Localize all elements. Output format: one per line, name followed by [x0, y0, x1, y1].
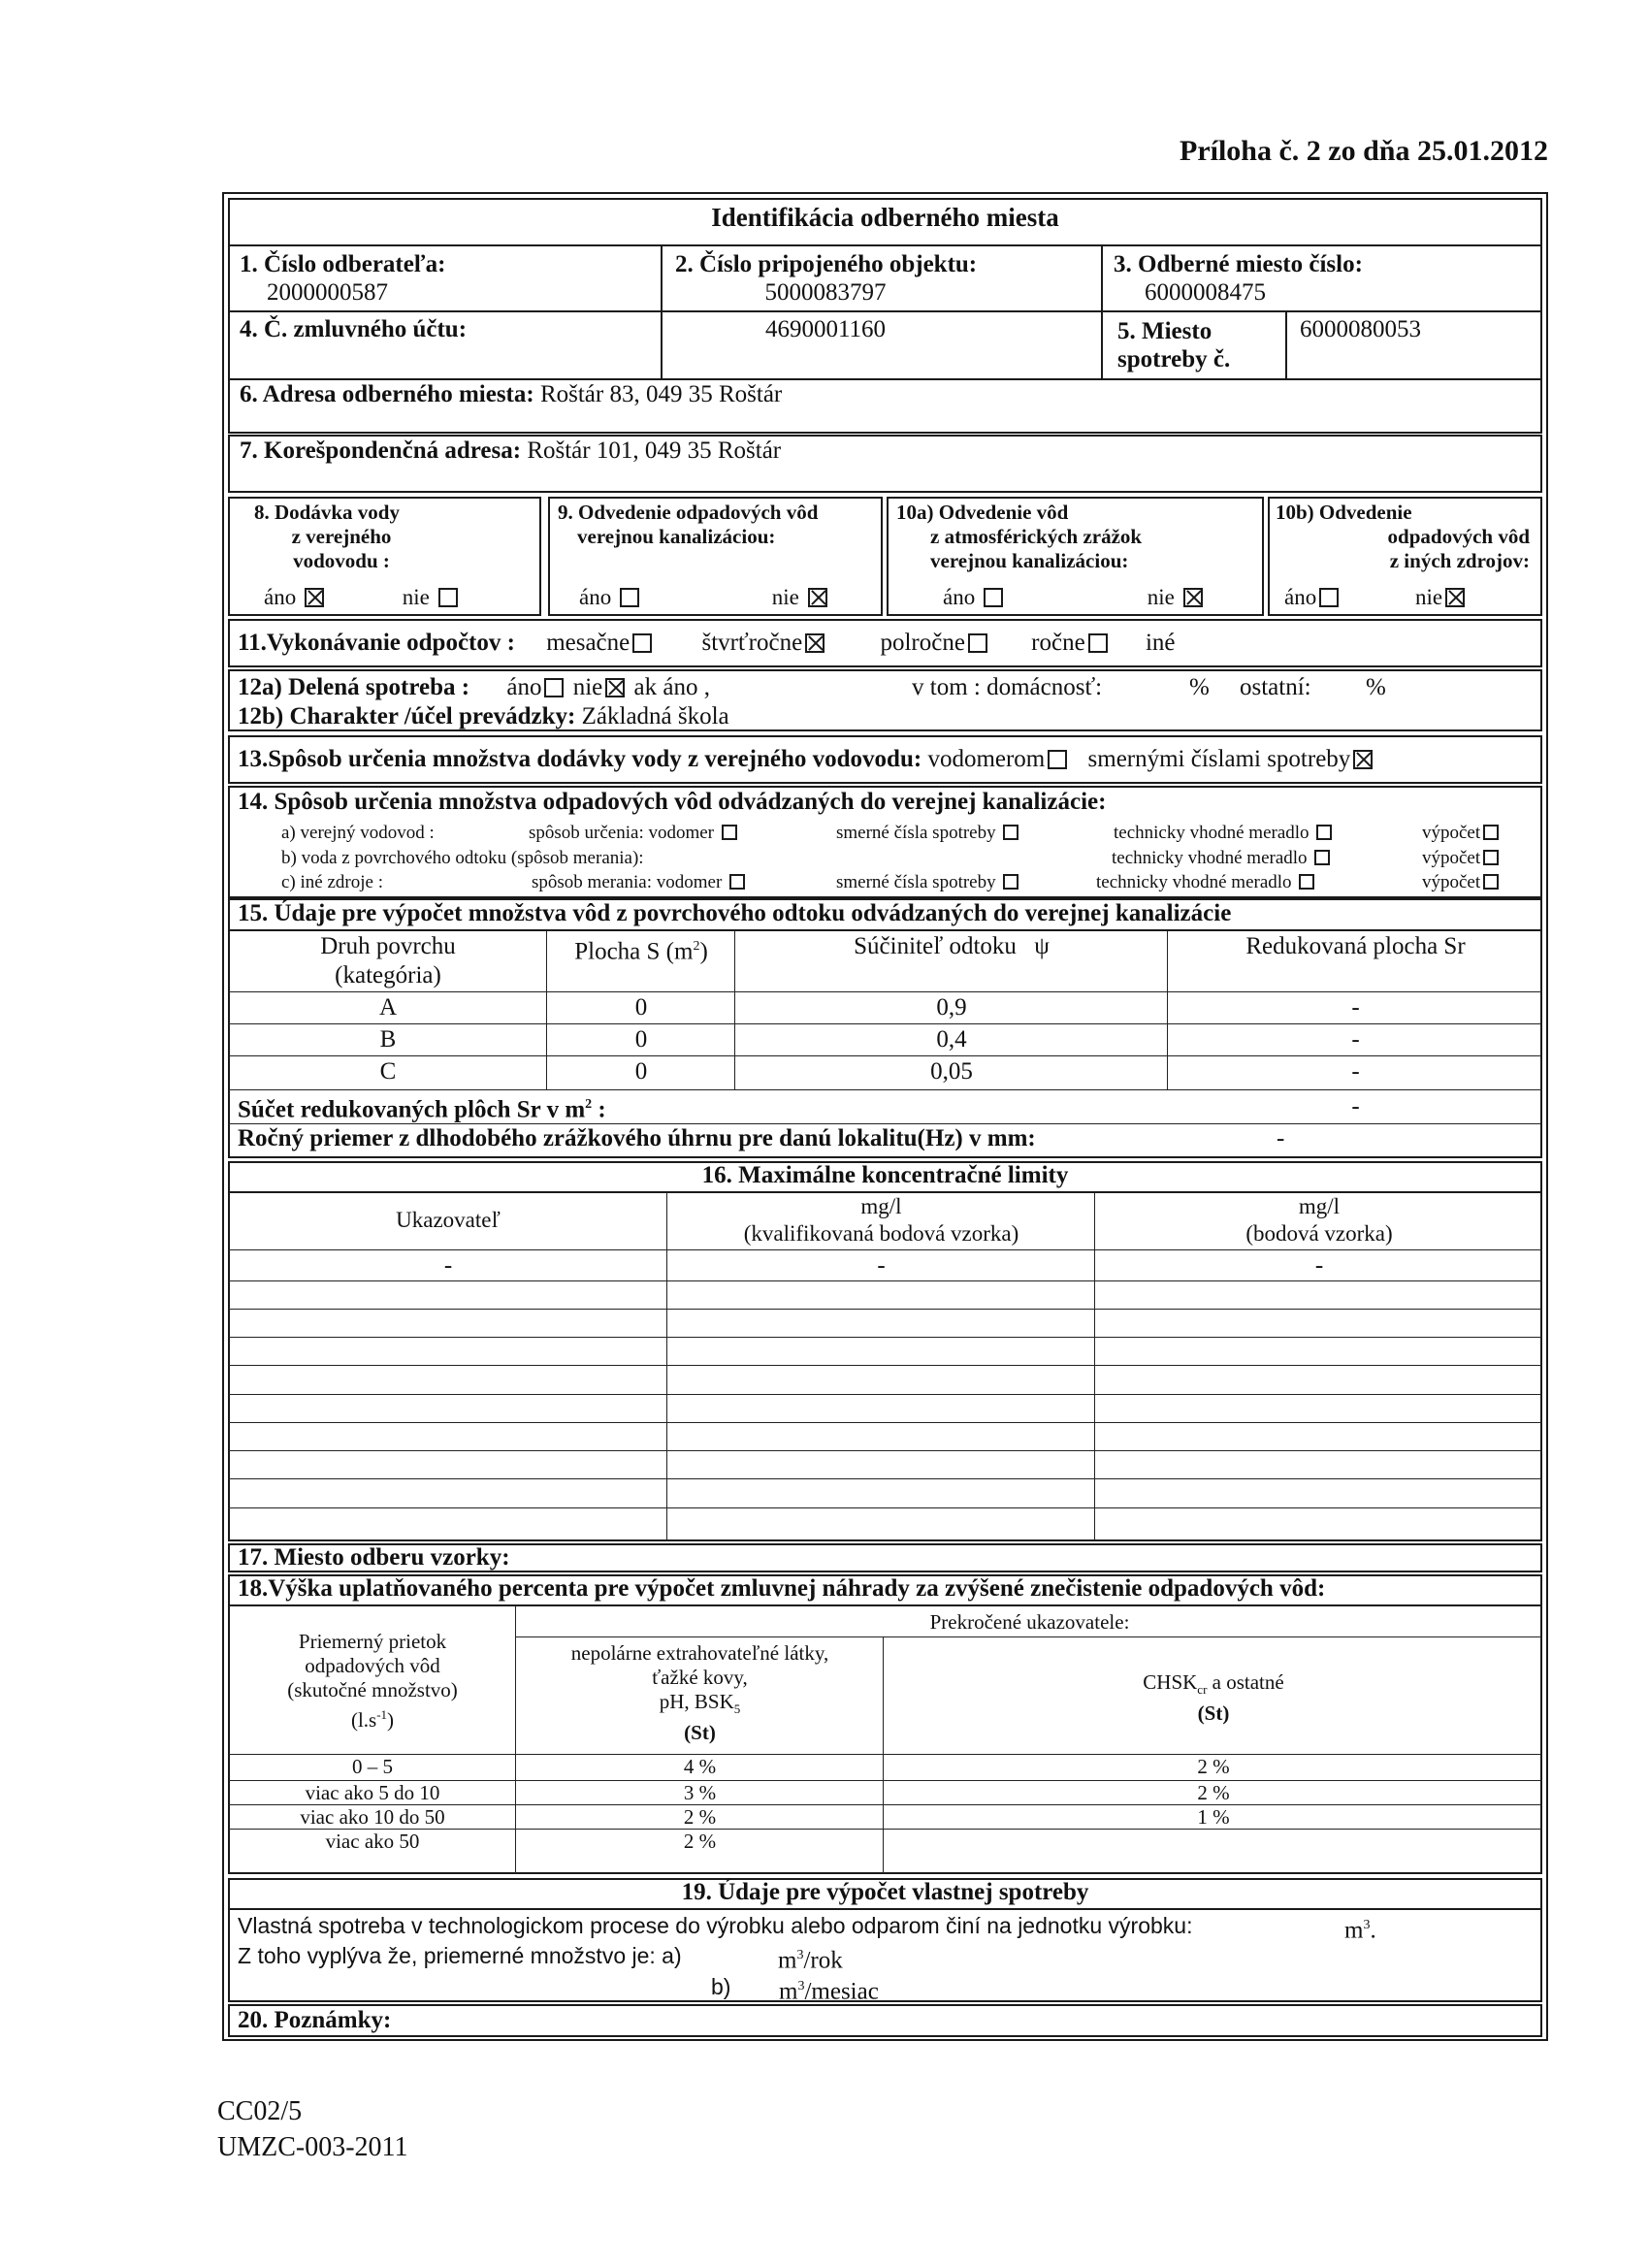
customer-number-value: 2000000587	[267, 279, 388, 306]
limits-grid-line	[228, 1337, 1542, 1338]
rainwater-yes-checkbox[interactable]	[984, 588, 1003, 607]
limits-grid-line	[228, 1249, 1542, 1250]
own-consumption-line1-unit: $m^3$.	[1344, 1917, 1376, 1944]
own-consumption-line3-label: b)	[711, 1974, 731, 1999]
reduced-area-header: Redukovaná plocha Sr	[1245, 933, 1466, 959]
reduced-sum-label: Súčet redukovaných plôch Sr v $m^2$ :	[238, 1096, 606, 1123]
rainwater-no-checkbox[interactable]	[1183, 588, 1203, 607]
surface-area: 0	[634, 1026, 648, 1053]
limits-grid-line	[228, 1280, 1542, 1281]
nel-header: nepolárne extrahovateľné látky, ťažké kovy, pH, $BSK_5$ (St)	[570, 1641, 829, 1745]
customer-number-label: 1. Číslo odberateľa:	[240, 251, 446, 277]
indicator-header: Ukazovateľ	[396, 1208, 501, 1232]
surface-category: B	[379, 1026, 397, 1053]
chsk-header: $CHSK_{cr}$ a ostatné (St)	[1143, 1670, 1284, 1726]
limits-row-spot: -	[1314, 1252, 1324, 1279]
percent-nel: 4 %	[683, 1755, 717, 1778]
supply-options: áno nie	[264, 584, 461, 611]
method-row-c-device: technicky vhodné meradlo	[1096, 872, 1317, 893]
consumption-point-label: 3. Odberné miesto číslo:	[1114, 251, 1363, 277]
sampling-place-label: 17. Miesto odberu vzorky:	[238, 1544, 510, 1571]
reduced-area: -	[1351, 1026, 1360, 1053]
concentration-limits-title: 16. Maximálne koncentračné limity	[701, 1162, 1069, 1188]
place-label-1: 5. Miesto	[1117, 318, 1212, 344]
wastewater-method-title: 14. Spôsob určenia množstva odpadových vôd odvádzaných do verejnej kanalizácie:	[238, 789, 1107, 815]
split-other-pct: %	[1366, 674, 1386, 700]
other-sources-label: 10b) Odvedenie odpadových vôd z iných zdrojov:	[1276, 501, 1530, 572]
qualified-sample-header: mg/l (kvalifikovaná bodová vzorka)	[743, 1194, 1019, 1246]
notes-section	[228, 2004, 1542, 2037]
quarterly-checkbox[interactable]	[805, 633, 824, 653]
limits-grid-line	[228, 1478, 1542, 1479]
method-row-c-label: c) iné zdroje :	[281, 872, 383, 892]
method-row-a-calc: výpočet	[1422, 823, 1502, 844]
object-number-value: 5000083797	[764, 279, 887, 306]
b-calc-checkbox[interactable]	[1483, 850, 1499, 865]
supply-yes-checkbox[interactable]	[305, 588, 324, 607]
limits-grid-line	[228, 1422, 1542, 1423]
runoff-coef-header: Súčiniteľ odtoku ψ	[854, 933, 1050, 959]
place-label-2: spotreby č.	[1117, 346, 1231, 373]
limits-grid-line	[228, 1450, 1542, 1451]
surface-category: C	[379, 1058, 397, 1085]
c-calc-checkbox[interactable]	[1483, 874, 1499, 890]
other-yes-checkbox[interactable]	[1319, 588, 1339, 607]
surface-area: 0	[634, 1058, 648, 1085]
wastewater-yes-checkbox[interactable]	[620, 588, 639, 607]
split-consumption-row: 12a) Delená spotreba : áno nie ak áno ,	[238, 674, 710, 700]
runoff-coefficient: 0,05	[930, 1058, 973, 1085]
wastewater-options: áno nie	[579, 584, 830, 611]
method-row-b-calc: výpočet	[1422, 848, 1502, 869]
percent-chsk: 1 %	[1197, 1805, 1230, 1829]
percent-nel: 2 %	[683, 1830, 717, 1853]
flow-range: 0 – 5	[352, 1755, 393, 1778]
c-device-checkbox[interactable]	[1299, 874, 1314, 890]
method-row-c-calc: výpočet	[1422, 872, 1502, 893]
identification-title: Identifikácia odberného miesta	[711, 203, 1059, 232]
method-row-a-method: spôsob určenia: vodomer	[529, 823, 740, 844]
flow-range: viac ako 10 do 50	[300, 1805, 445, 1829]
method-row-c-guide: smerné čísla spotreby	[836, 872, 1021, 893]
rainfall-value: -	[1277, 1125, 1285, 1151]
address-row: 6. Adresa odberného miesta: Roštár 83, 049 35 Roštár	[240, 381, 783, 407]
object-number-label: 2. Číslo pripojeného objektu:	[675, 251, 978, 277]
surface-area: 0	[634, 994, 648, 1021]
percent-nel: 3 %	[683, 1781, 717, 1804]
operation-character-row: 12b) Charakter /účel prevádzky: Základná škola	[238, 703, 729, 729]
meter-checkbox[interactable]	[1048, 750, 1067, 769]
own-consumption-line3-unit: $m^3$/mesiac	[779, 1978, 879, 2005]
reading-row: 11.Vykonávanie odpočtov : mesačne štvrťročne polročne ročne iné	[238, 630, 1176, 656]
area-header: Plocha S $(m^2)$	[574, 938, 708, 965]
percent-nel: 2 %	[683, 1805, 717, 1829]
other-sources-options: áno nie	[1284, 584, 1468, 611]
spot-sample-header: mg/l (bodová vzorka)	[1245, 1194, 1393, 1246]
percent-chsk: 2 %	[1197, 1755, 1230, 1778]
c-meter-checkbox[interactable]	[729, 874, 745, 890]
own-consumption-title: 19. Údaje pre výpočet vlastnej spotreby	[681, 1879, 1089, 1905]
footer-code-1: CC02/5	[217, 2096, 303, 2126]
semiannual-checkbox[interactable]	[968, 633, 987, 653]
b-device-checkbox[interactable]	[1314, 850, 1330, 865]
split-yes-checkbox[interactable]	[544, 678, 564, 697]
rainfall-label: Ročný priemer z dlhodobého zrážkového úhrnu pre danú lokalitu(Hz) v mm:	[238, 1125, 1036, 1151]
notes-label: 20. Poznámky:	[238, 2007, 392, 2033]
limits-row-indicator: -	[443, 1252, 453, 1279]
wastewater-label: 9. Odvedenie odpadových vôd verejnou kanalizáciou:	[558, 501, 819, 548]
correspondence-row: 7. Korešpondenčná adresa: Roštár 101, 049 35 Roštár	[240, 437, 782, 464]
method-row-b-device: technicky vhodné meradlo	[1112, 848, 1333, 869]
contract-account-label: 4. Č. zmluvného účtu:	[240, 316, 468, 342]
split-other: ostatní:	[1240, 674, 1311, 700]
own-consumption-line1: Vlastná spotreba v technologickom procese do výrobku alebo odparom činí na jednotku výrobku:	[238, 1913, 1193, 1938]
reduced-area: -	[1351, 1058, 1360, 1085]
flow-header: Priemerný prietok odpadových vôd (skutočné množstvo) $(l.s^{-1})$	[287, 1630, 458, 1732]
own-consumption-line2: Z toho vyplýva že, priemerné množstvo je: a)	[238, 1943, 682, 1968]
reduced-sum-value: -	[1351, 1093, 1360, 1119]
percent-chsk: 2 %	[1197, 1781, 1230, 1804]
method-row-b-label: b) voda z povrchového odtoku (spôsob merania):	[281, 848, 644, 868]
own-consumption-line2-unit: $m^3$/rok	[778, 1947, 843, 1974]
flow-range: viac ako 5 do 10	[305, 1781, 440, 1804]
contract-account-value: 4690001160	[764, 316, 887, 342]
split-household-pct: %	[1189, 674, 1210, 700]
method-row-a-label: a) verejný vodovod :	[281, 823, 435, 843]
runoff-coefficient: 0,9	[936, 994, 967, 1021]
supply-label: 8. Dodávka vody z verejného vodovodu :	[254, 501, 400, 572]
a-guide-checkbox[interactable]	[1003, 825, 1018, 840]
rainwater-label: 10a) Odvedenie vôd z atmosférických zrážok verejnou kanalizáciou:	[896, 501, 1143, 572]
split-household: v tom : domácnosť:	[912, 674, 1103, 700]
surface-category: A	[378, 994, 398, 1021]
supply-no-checkbox[interactable]	[438, 588, 458, 607]
flow-range: viac ako 50	[325, 1830, 420, 1853]
surface-runoff-title: 15. Údaje pre výpočet množstva vôd z povrchového odtoku odvádzaných do verejnej kanalizácie	[238, 900, 1232, 926]
runoff-coefficient: 0,4	[936, 1026, 967, 1053]
other-no-checkbox[interactable]	[1445, 588, 1465, 607]
limits-grid-line	[228, 1507, 1542, 1508]
method-row-a-device: technicky vhodné meradlo	[1114, 823, 1335, 844]
method-row-a-guide: smerné čísla spotreby	[836, 823, 1021, 844]
a-meter-checkbox[interactable]	[722, 825, 737, 840]
wastewater-no-checkbox[interactable]	[808, 588, 827, 607]
monthly-checkbox[interactable]	[632, 633, 652, 653]
guide-numbers-checkbox[interactable]	[1353, 750, 1373, 769]
percentage-title: 18.Výška uplatňovaného percenta pre výpočet zmluvnej náhrady za zvýšené znečistenie odpadových vôd:	[238, 1575, 1326, 1602]
c-guide-checkbox[interactable]	[1003, 874, 1018, 890]
limits-row-qualified: -	[877, 1252, 886, 1279]
exceeded-header: Prekročené ukazovatele:	[929, 1610, 1130, 1634]
place-value: 6000080053	[1300, 316, 1421, 342]
annual-checkbox[interactable]	[1088, 633, 1108, 653]
limits-grid-line	[228, 1309, 1542, 1310]
rainwater-options: áno nie	[943, 584, 1206, 611]
supply-method-row: 13.Spôsob určenia množstva dodávky vody z verejného vodovodu: vodomerom smernými číslami spotreby	[238, 745, 1375, 774]
limits-grid-line	[228, 1394, 1542, 1395]
surface-type-header: Druh povrchu (kategória)	[320, 933, 456, 988]
method-row-c-method: spôsob merania: vodomer	[532, 872, 748, 893]
document-title: Príloha č. 2 zo dňa 25.01.2012	[1180, 135, 1548, 167]
limits-grid-line	[228, 1365, 1542, 1366]
a-calc-checkbox[interactable]	[1483, 825, 1499, 840]
a-device-checkbox[interactable]	[1316, 825, 1332, 840]
reduced-area: -	[1351, 994, 1360, 1021]
footer-code-2: UMZC-003-2011	[217, 2132, 408, 2162]
consumption-point-value: 6000008475	[1145, 279, 1266, 306]
split-no-checkbox[interactable]	[605, 678, 625, 697]
